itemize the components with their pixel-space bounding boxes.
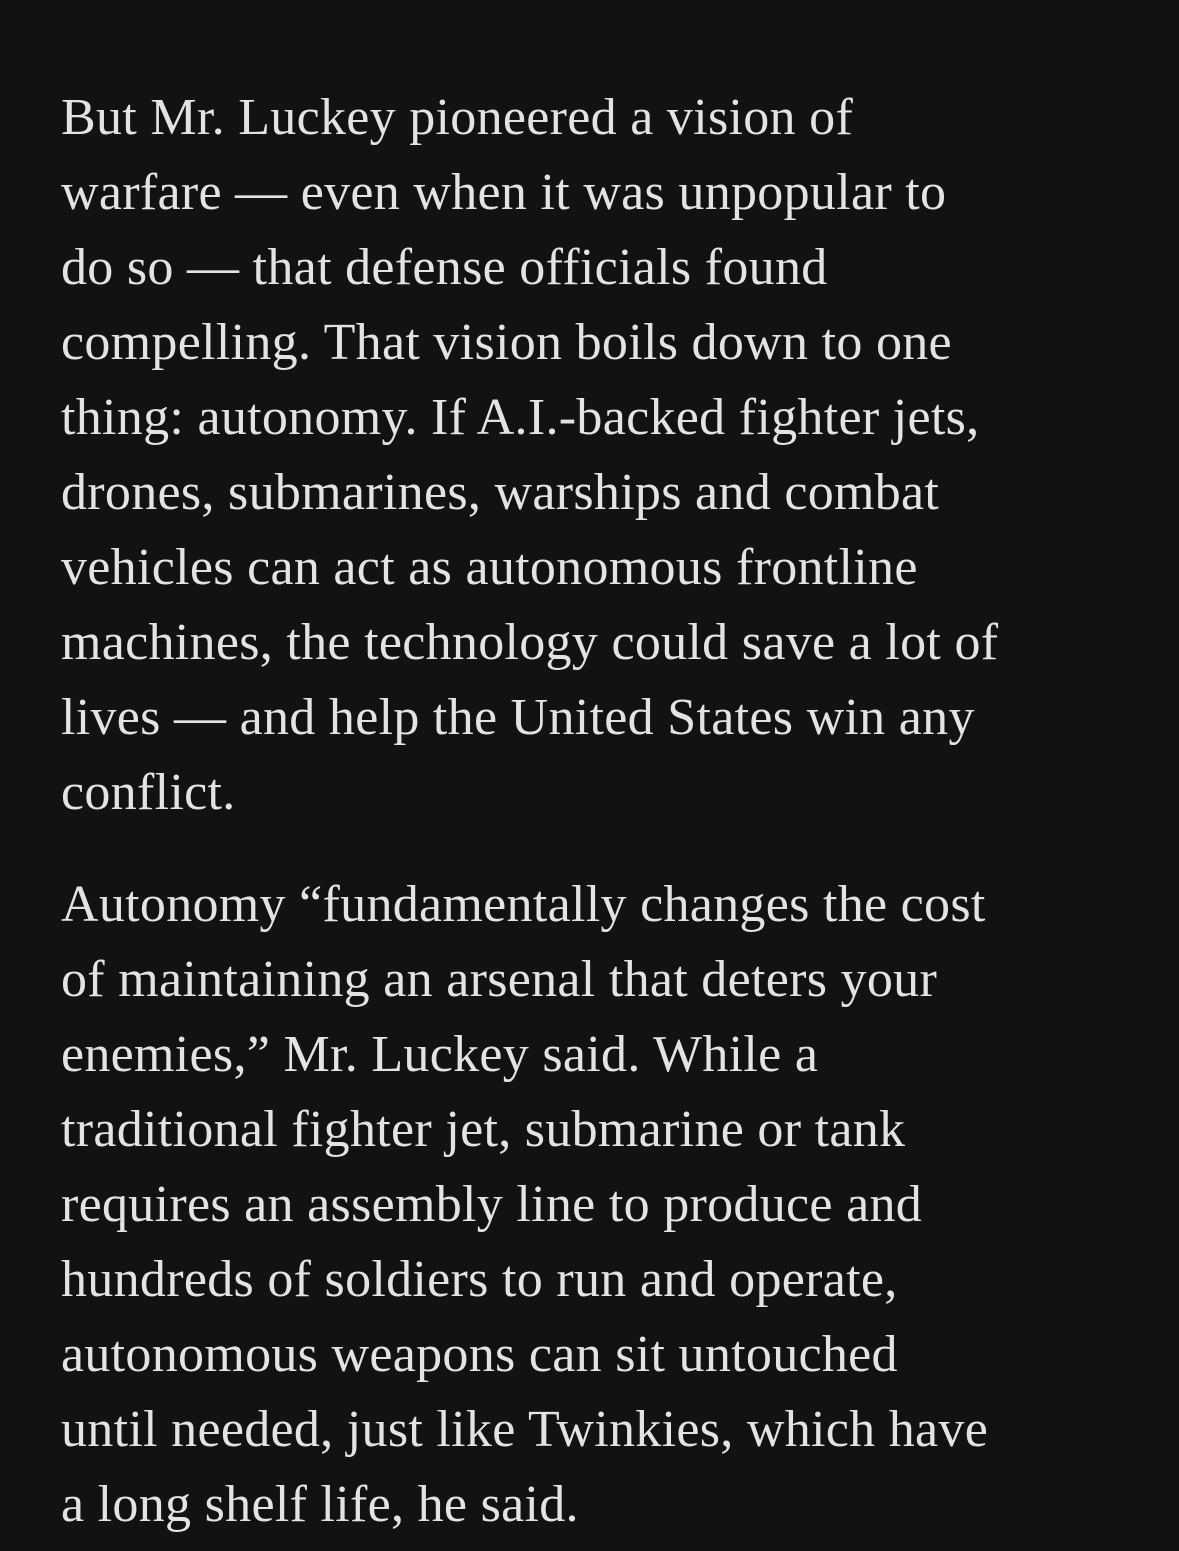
paragraph-line: enemies,” Mr. Luckey said. While a <box>61 1026 819 1083</box>
paragraph-line: do so — that defense officials found <box>61 239 828 296</box>
paragraph-line: thing: autonomy. If A.I.-backed fighter jets, <box>61 389 980 446</box>
paragraph-line: drones, submarines, warships and combat <box>61 464 940 521</box>
paragraph-line: autonomous weapons can sit untouched <box>61 1326 898 1383</box>
paragraph-line: until needed, just like Twinkies, which have <box>61 1401 989 1458</box>
paragraph-line: But Mr. Luckey pioneered a vision of <box>61 89 854 146</box>
paragraph-line: compelling. That vision boils down to one <box>61 314 952 371</box>
paragraph-line: lives — and help the United States win any <box>61 689 975 746</box>
paragraph-line: requires an assembly line to produce and <box>61 1176 923 1233</box>
paragraph-line: a long shelf life, he said. <box>61 1476 579 1533</box>
paragraph-line: warfare — even when it was unpopular to <box>61 164 947 221</box>
paragraph-line: conflict. <box>61 764 236 821</box>
paragraph-line: of maintaining an arsenal that deters your <box>61 951 938 1008</box>
article-paragraph-2 <box>61 867 1141 1542</box>
article-body <box>61 80 1141 1542</box>
paragraph-line: traditional fighter jet, submarine or tank <box>61 1101 906 1158</box>
paragraph-line: hundreds of soldiers to run and operate, <box>61 1251 898 1308</box>
paragraph-line: Autonomy “fundamentally changes the cost <box>61 876 986 933</box>
paragraph-line: vehicles can act as autonomous frontline <box>61 539 918 596</box>
article-paragraph-1 <box>61 80 1141 830</box>
paragraph-line: machines, the technology could save a lot of <box>61 614 999 671</box>
